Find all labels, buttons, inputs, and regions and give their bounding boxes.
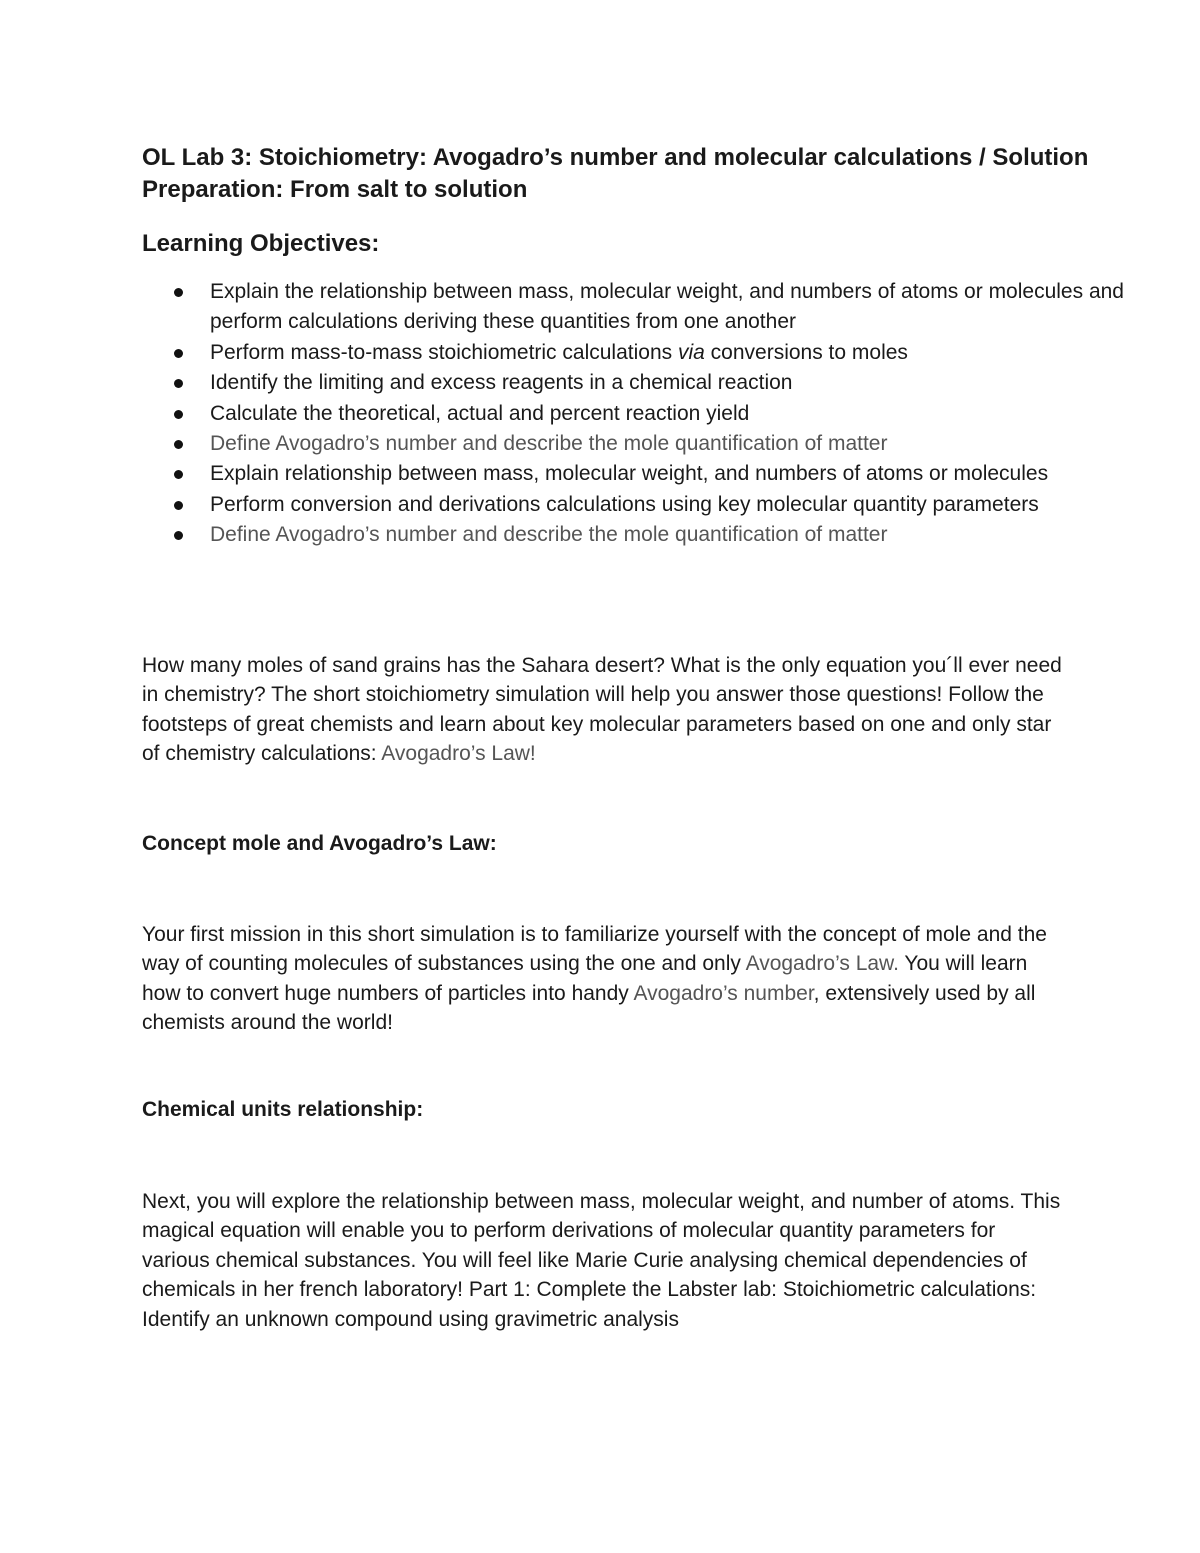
bullet-icon (174, 531, 183, 540)
concept-text-a: Your first mission in this short simulation is to familiarize yourself with the concept of mole and the way of counting molecules of substances using the one and only (142, 923, 1047, 976)
objective-item (210, 520, 1130, 550)
objective-item (210, 459, 1130, 489)
bullet-icon (174, 288, 183, 297)
objective-text-tail: conversions to moles (704, 340, 908, 364)
concept-heading: Concept mole and Avogadro’s Law: (142, 832, 497, 855)
objective-text: Define Avogadro’s number and describe the mole quantification of matter (210, 523, 888, 547)
learning-objectives-heading: Learning Objectives: (142, 230, 380, 257)
concept-text-light-a: Avogadro’s Law. (745, 952, 899, 976)
bullet-icon (174, 379, 183, 388)
objective-item (210, 368, 1130, 398)
objective-text: Perform mass-to-mass stoichiometric calculations (210, 340, 678, 364)
concept-text-c: , extensively used by all chemists around the world! (142, 981, 1036, 1035)
objective-text: Explain relationship between mass, molecular weight, and numbers of atoms or molecules (210, 462, 1049, 486)
bullet-icon (174, 349, 183, 358)
objective-item (210, 277, 1130, 338)
objective-text: Calculate the theoretical, actual and percent reaction yield (210, 401, 750, 425)
intro-text-light: Avogadro’s Law! (381, 742, 536, 766)
units-heading: Chemical units relationship: (142, 1098, 424, 1121)
objective-item (210, 338, 1130, 368)
learning-objectives-list (170, 277, 1130, 551)
objective-text: Explain the relationship between mass, molecular weight, and numbers of atoms or molecules and perform calculations deriving these quantities from one another (210, 280, 1124, 334)
objective-item (210, 490, 1130, 520)
bullet-icon (174, 501, 183, 510)
intro-text: How many moles of sand grains has the Sahara desert? What is the only equation you´ll ever need in chemistry? The short stoichiometry simulation will help you answer those questions! Follow the footsteps of great chemists and learn about key molecular parameters based on one and only star of chemistry calculations: (142, 654, 1062, 766)
concept-paragraph (142, 920, 1062, 1038)
concept-text-light-b: Avogadro’s number (633, 981, 814, 1005)
objective-item (210, 399, 1130, 429)
objective-italic-text: via (677, 340, 705, 364)
objective-text: Perform conversion and derivations calculations using key molecular quantity parameters (210, 492, 1039, 516)
objective-text: Define Avogadro’s number and describe the mole quantification of matter (210, 432, 888, 456)
concept-text-b: You will learn how to convert huge numbers of particles into handy (142, 952, 1028, 1005)
bullet-icon (174, 410, 183, 419)
objective-item (210, 429, 1130, 459)
intro-paragraph (142, 651, 1062, 769)
document-title: OL Lab 3: Stoichiometry: Avogadro’s number and molecular calculations / Solution Preparation: From salt to solution (142, 144, 1089, 203)
objective-text: Identify the limiting and excess reagents in a chemical reaction (210, 371, 793, 395)
bullet-icon (174, 470, 183, 479)
units-paragraph: Next, you will explore the relationship between mass, molecular weight, and number of atoms. This magical equation will enable you to perform derivations of molecular quantity parameters for various chemical substances. You will feel like Marie Curie analysing chemical dependencies of chemicals in her french laboratory! Part 1: Complete the Labster lab: Stoichiometric calculations: Identify an unknown compound using gravimetric analysis (142, 1190, 1061, 1331)
bullet-icon (174, 440, 183, 449)
